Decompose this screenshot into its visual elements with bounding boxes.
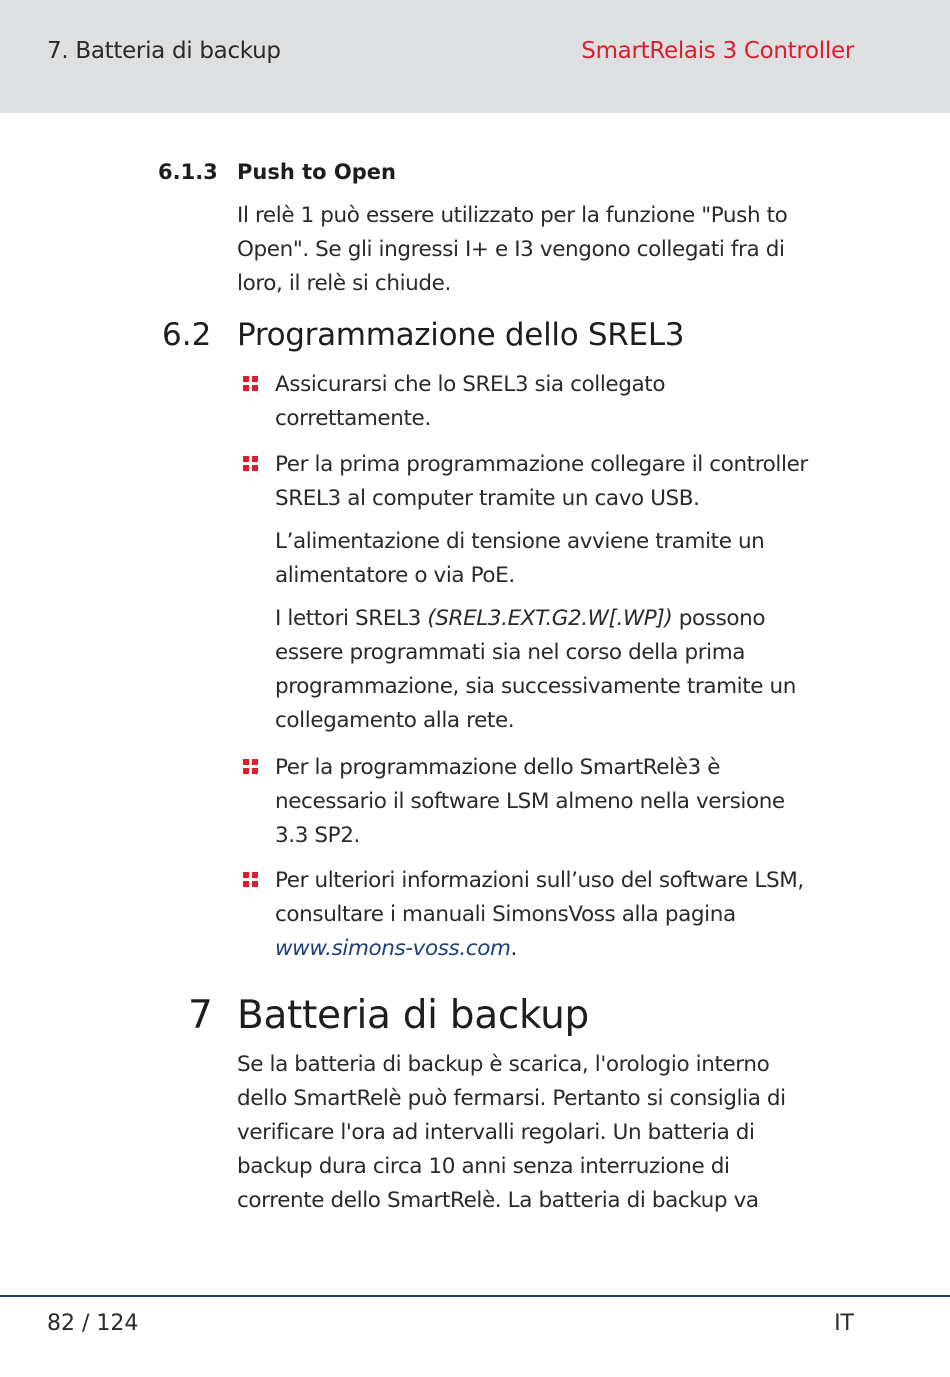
text-run: . — [510, 936, 517, 961]
body-line: corrente dello SmartRelè. La batteria di backup va — [237, 1188, 759, 1213]
bullet-item-2 — [275, 448, 808, 516]
bullet-icon — [243, 376, 259, 392]
bullet-item-4 — [275, 864, 804, 966]
page-number: 82 / 124 — [47, 1311, 139, 1336]
chapter-7-body — [237, 1048, 786, 1218]
section-number-6-2: 6.2 — [162, 317, 212, 353]
text-run: possono — [672, 606, 766, 631]
body-line: dello SmartRelè può fermarsi. Pertanto si consiglia di — [237, 1086, 786, 1111]
body-line: SREL3 al computer tramite un cavo USB. — [275, 486, 700, 511]
body-line: Per la programmazione dello SmartRelè3 è — [275, 755, 721, 780]
body-line: Open". Se gli ingressi I+ e I3 vengono collegati fra di — [237, 237, 785, 262]
body-line: programmazione, sia successivamente tramite un — [275, 674, 796, 699]
page-header — [0, 0, 950, 113]
section-title-push-to-open: Push to Open — [237, 160, 396, 184]
body-line: Per la prima programmazione collegare il controller — [275, 452, 808, 477]
product-code: (SREL3.EXT.G2.W[.WP]) — [427, 606, 673, 631]
body-line: Il relè 1 può essere utilizzato per la funzione "Push to — [237, 203, 788, 228]
section-number-6-1-3: 6.1.3 — [158, 160, 218, 184]
body-line: L’alimentazione di tensione avviene tramite un — [275, 529, 765, 554]
language-code: IT — [834, 1311, 854, 1336]
body-line — [275, 602, 796, 636]
body-line: collegamento alla rete. — [275, 708, 515, 733]
bullet-item-3 — [275, 751, 785, 853]
body-line: verificare l'ora ad intervalli regolari. Un batteria di — [237, 1120, 755, 1145]
chapter-title-batteria: Batteria di backup — [237, 993, 589, 1038]
body-line: backup dura circa 10 anni senza interruzione di — [237, 1154, 730, 1179]
note-power-supply — [275, 525, 764, 593]
footer-divider — [0, 1295, 950, 1297]
body-line: 3.3 SP2. — [275, 823, 360, 848]
chapter-title: 7. Batteria di backup — [47, 38, 281, 64]
body-line: essere programmati sia nel corso della prima — [275, 640, 746, 665]
text-run: I lettori SREL3 — [275, 606, 428, 631]
note-readers — [275, 602, 796, 738]
body-line — [275, 932, 804, 966]
body-line: correttamente. — [275, 406, 431, 431]
body-line: consultare i manuali SimonsVoss alla pagina — [275, 902, 736, 927]
bullet-icon — [243, 456, 259, 472]
body-line: Assicurarsi che lo SREL3 sia collegato — [275, 372, 666, 397]
body-line: Per ulteriori informazioni sull’uso del software LSM, — [275, 868, 804, 893]
bullet-icon — [243, 872, 259, 888]
body-line: alimentatore o via PoE. — [275, 563, 515, 588]
bullet-item-1 — [275, 368, 665, 436]
body-line: necessario il software LSM almeno nella versione — [275, 789, 785, 814]
product-name: SmartRelais 3 Controller — [581, 38, 854, 64]
body-line: loro, il relè si chiude. — [237, 271, 451, 296]
website-link[interactable]: www.simons-voss.com — [275, 936, 511, 961]
section-6-1-3-body — [237, 199, 787, 301]
chapter-number-7: 7 — [188, 993, 213, 1038]
bullet-icon — [243, 759, 259, 775]
body-line: Se la batteria di backup è scarica, l'orologio interno — [237, 1052, 770, 1077]
section-title-programmazione: Programmazione dello SREL3 — [237, 317, 685, 353]
